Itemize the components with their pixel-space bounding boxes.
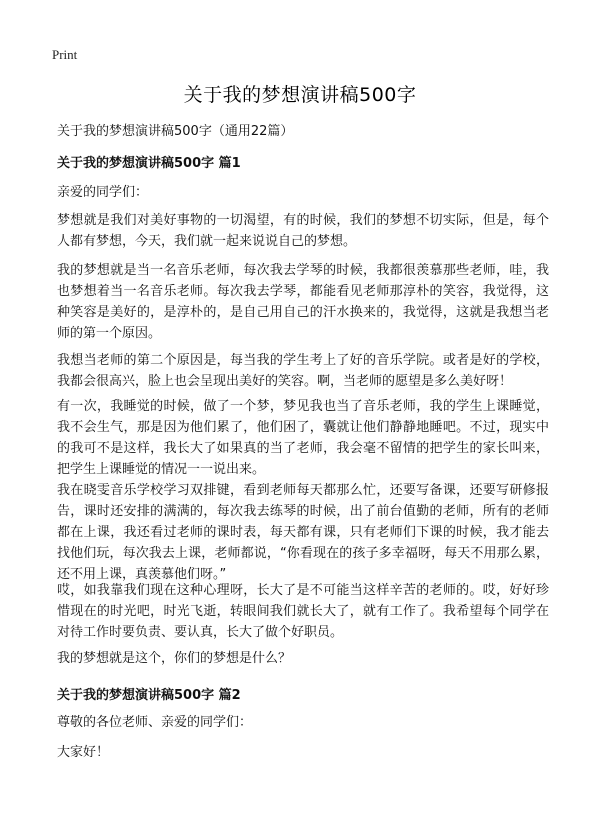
paragraph-cherish-time: 哎，如我靠我们现在这种心理呀，长大了是不可能当这样辛苦的老师的。哎，好好珍惜现在的时光吧，时光飞逝，转眼间我们就长大了，就有工作了。我希望每个同学在对待工作时要负责、要认真，长大了做个好职员。 [57, 583, 549, 640]
paragraph-dream-teacher: 我的梦想就是当一名音乐老师，每次我去学琴的时候，我都很羡慕那些老师，哇，我也梦想着当一名音乐老师。每次我去学琴，都能看见老师那淳朴的笑容，我觉得，这种笑容是美好的，是淳朴的，是自己用自己的汗水换来的，我觉得，这就是我想当老师的第一个原因。 [57, 263, 549, 341]
paragraph-salutation-2: 尊敬的各位老师、亲爱的同学们： [57, 715, 253, 730]
section-heading-1: 关于我的梦想演讲稿500字 篇1 [57, 156, 241, 171]
document-subtitle: 关于我的梦想演讲稿500字（通用22篇） [57, 124, 294, 139]
paragraph-greeting: 大家好！ [57, 745, 110, 760]
paragraph-closing-question: 我的梦想就是这个，你们的梦想是什么？ [57, 651, 292, 666]
paragraph-second-reason: 我想当老师的第二个原因是，每当我的学生考上了好的音乐学院。或者是好的学校，我都会很高兴，脸上也会呈现出美好的笑容。啊，当老师的愿望是多么美好呀！ [57, 353, 549, 389]
print-label: Print [52, 47, 78, 62]
paragraph-salutation: 亲爱的同学们： [57, 185, 149, 200]
document-title: 关于我的梦想演讲稿500字 [183, 84, 417, 106]
paragraph-intro: 梦想就是我们对美好事物的一切渴望，有的时候，我们的梦想不切实际，但是，每个人都有梦想，今天，我们就一起来说说自己的梦想。 [57, 213, 549, 249]
paragraph-dream-sleep: 有一次，我睡觉的时候，做了一个梦，梦见我也当了音乐老师，我的学生上课睡觉，我不会生气，那是因为他们累了，他们困了，囊就让他们静静地睡吧。不过，现实中的我可不是这样，我长大了如果真的当了老师，我会毫不留情的把学生的家长叫来，把学生上课睡觉的情况一一说出来。 [57, 399, 549, 477]
paragraph-music-school: 我在晓雯音乐学校学习双排键，看到老师每天都那么忙，还要写备课，还要写研修报告，课时还安排的满满的，每次我去练琴的时候，出了前台值勤的老师，所有的老师都在上课，我还看过老师的课时表，每天都有课，只有老师们下课的时候，我才能去找他们玩，每次我去上课，老师都说，“你看现在的孩子多幸福呀，每天不用那么累，还不用上课，真羡慕他们呀。” [57, 483, 549, 582]
section-heading-2: 关于我的梦想演讲稿500字 篇2 [57, 688, 241, 703]
